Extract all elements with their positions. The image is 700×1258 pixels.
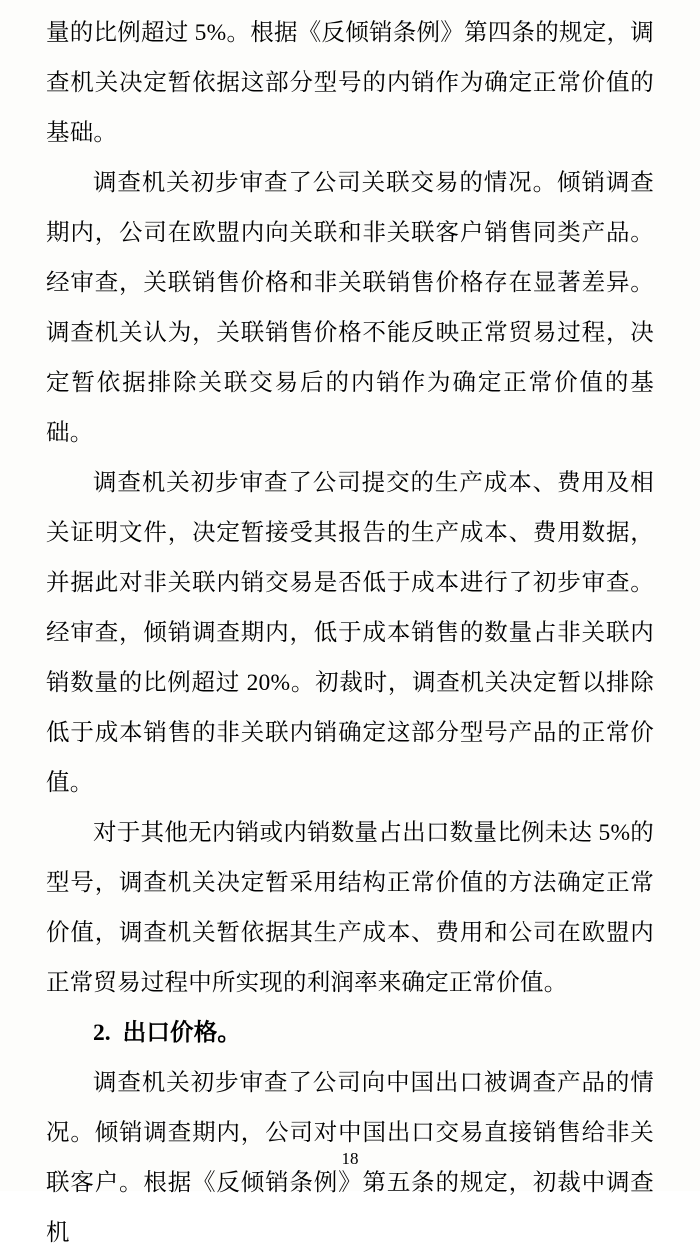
document-body	[46, 8, 654, 1258]
paragraph-1: 量的比例超过 5%。根据《反倾销条例》第四条的规定，调查机关决定暂依据这部分型号的内销作为确定正常价值的基础。	[46, 20, 654, 146]
section-heading-title: 出口价格。	[122, 1020, 242, 1046]
paragraph-2: 调查机关初步审查了公司关联交易的情况。倾销调查期内，公司在欧盟内向关联和非关联客户销售同类产品。经审查，关联销售价格和非关联销售价格存在显著差异。调查机关认为，关联销售价格不能反映正常贸易过程，决定暂依据排除关联交易后的内销作为确定正常价值的基础。	[46, 170, 654, 446]
paragraph-5: 调查机关初步审查了公司向中国出口被调查产品的情况。倾销调查期内，公司对中国出口交易直接销售给非关联客户。根据《反倾销条例》第五条的规定，初裁中调查机	[46, 1070, 654, 1246]
paragraph-3: 调查机关初步审查了公司提交的生产成本、费用及相关证明文件，决定暂接受其报告的生产成本、费用数据，并据此对非关联内销交易是否低于成本进行了初步审查。经审查，倾销调查期内，低于成本销售的数量占非关联内销数量的比例超过 20%。初裁时，调查机关决定暂以排除低于成本销售的非关联内销确定这部分型号产品的正常价值。	[46, 470, 654, 796]
section-heading	[46, 1008, 654, 1058]
paragraph-4: 对于其他无内销或内销数量占出口数量比例未达 5%的型号，调查机关决定暂采用结构正常价值的方法确定正常价值，调查机关暂依据其生产成本、费用和公司在欧盟内正常贸易过程中所实现的利润率来确定正常价值。	[46, 820, 654, 996]
section-heading-number: 2.	[93, 1020, 111, 1046]
page-number: 18	[341, 1149, 359, 1168]
